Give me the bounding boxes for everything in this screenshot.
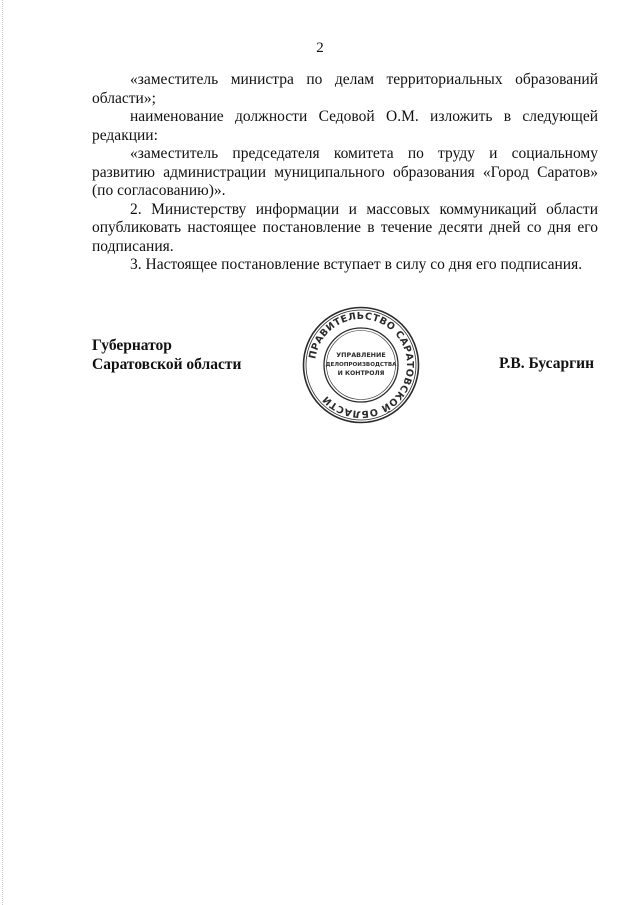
signer-name: Р.В. Бусаргин	[499, 355, 594, 372]
stamp-center-line: УПРАВЛЕНИЕ	[336, 351, 386, 359]
stamp-center-line: ДЕЛОПРОИЗВОДСТВА	[325, 362, 397, 368]
paragraph: 3. Настоящее постановление вступает в силу со дня его подписания.	[130, 256, 583, 273]
paragraph: «заместитель председателя комитета по труду и социальному развитию администрации муниципального образования «Город Саратов» (по согласованию)».	[92, 145, 598, 199]
signer-position-line: Губернатор	[92, 337, 172, 354]
scan-edge-line	[2, 0, 3, 905]
official-stamp	[301, 305, 421, 425]
page-number: 2	[316, 40, 324, 56]
stamp-center-line: И КОНТРОЛЯ	[337, 370, 385, 377]
paragraph: «заместитель министра по делам территориальных образований области»;	[92, 71, 598, 107]
stamp-ring-text: ПРАВИТЕЛЬСТВО САРАТОВСКОЙ ОБЛАСТИ	[307, 310, 416, 420]
paragraph: наименование должности Седовой О.М. изложить в следующей редакции:	[92, 108, 598, 144]
document-body	[92, 71, 598, 275]
paragraph: 2. Министерству информации и массовых коммуникаций области опубликовать настоящее постановление в течение десяти дней со дня его подписания.	[92, 200, 598, 255]
signer-position	[92, 337, 241, 374]
signer-position-line: Саратовской области	[92, 355, 242, 373]
